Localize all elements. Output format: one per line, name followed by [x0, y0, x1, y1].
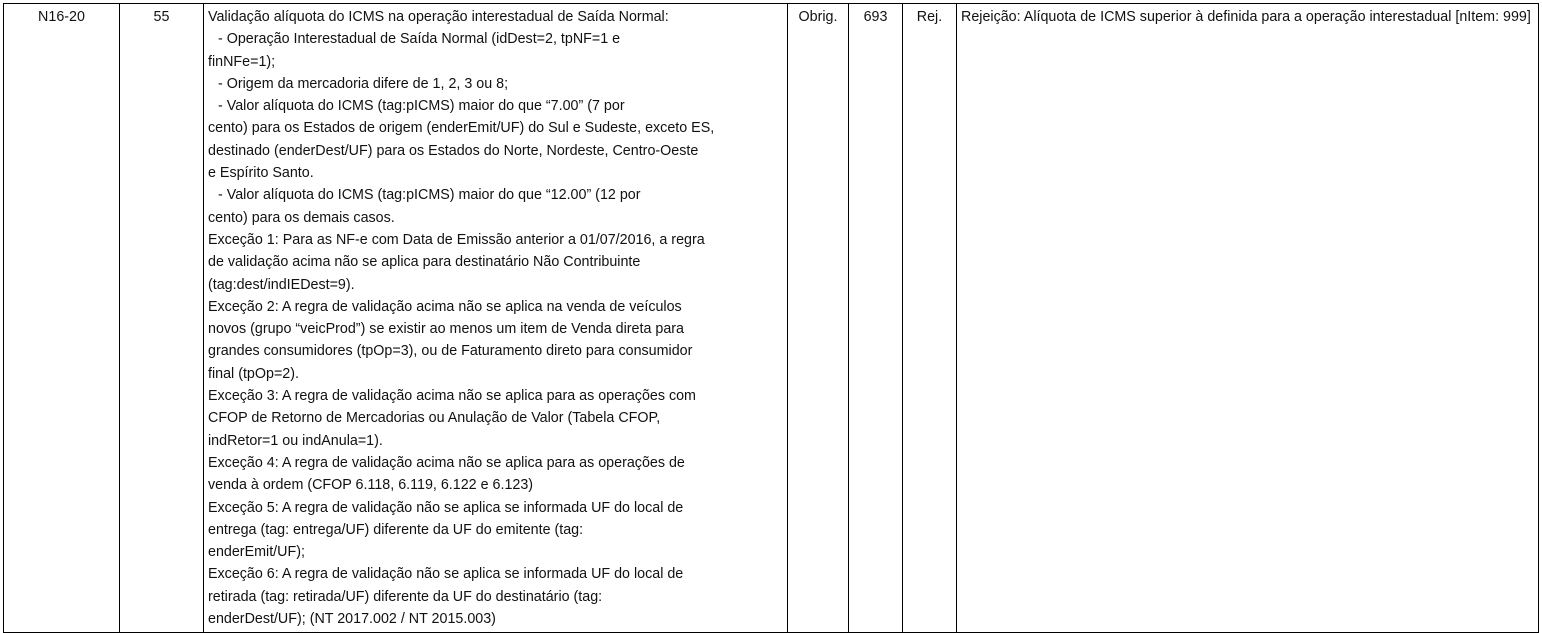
description-line: Exceção 1: Para as NF-e com Data de Emissão anterior a 01/07/2016, a regra — [208, 231, 705, 248]
rule-seq-cell — [120, 4, 204, 633]
description-line: de validação acima não se aplica para destinatário Não Contribuinte — [208, 254, 641, 271]
rule-message: Rejeição: Alíquota de ICMS superior à definida para a operação interestadual [nItem: 999] — [961, 9, 1531, 25]
description-line: Exceção 6: A regra de validação não se aplica se informada UF do local de — [208, 566, 684, 583]
description-line: cento) para os demais casos. — [208, 209, 395, 226]
description-line: venda à ordem (CFOP 6.118, 6.119, 6.122 e 6.123) — [208, 477, 534, 494]
description-line: finNFe=1); — [208, 53, 276, 70]
description-line: cento) para os Estados de origem (enderEmit/UF) do Sul e Sudeste, exceto ES, — [208, 120, 715, 137]
description-line: - Operação Interestadual de Saída Normal (idDest=2, tpNF=1 e — [218, 31, 621, 48]
description-line: Exceção 5: A regra de validação não se aplica se informada UF do local de — [208, 499, 684, 516]
description-line: grandes consumidores (tpOp=3), ou de Faturamento direto para consumidor — [208, 343, 693, 360]
description-line: final (tpOp=2). — [208, 365, 299, 382]
description-line: enderDest/UF); (NT 2017.002 / NT 2015.003) — [208, 611, 496, 628]
description-line: Validação alíquota do ICMS na operação interestadual de Saída Normal: — [208, 9, 669, 25]
description-line: - Origem da mercadoria difere de 1, 2, 3 ou 8; — [218, 75, 509, 92]
description-line: Exceção 3: A regra de validação acima não se aplica para as operações com — [208, 388, 696, 405]
rule-code-cell — [849, 4, 903, 633]
rule-message-cell — [957, 4, 1539, 633]
table-row — [4, 4, 1539, 633]
rule-code: 693 — [863, 9, 888, 25]
rule-description — [208, 6, 783, 630]
description-line: - Valor alíquota do ICMS (tag:pICMS) maior do que “12.00” (12 por — [218, 187, 641, 204]
rule-id-cell — [4, 4, 120, 633]
description-line: indRetor=1 ou indAnula=1). — [208, 432, 383, 449]
rule-type-cell — [788, 4, 849, 633]
description-line: enderEmit/UF); — [208, 544, 305, 561]
rule-type: Obrig. — [798, 9, 838, 25]
rule-effect: Rej. — [916, 9, 943, 25]
validation-rules-table — [3, 3, 1539, 633]
description-line: (tag:dest/indIEDest=9). — [208, 276, 355, 293]
description-line: entrega (tag: entrega/UF) diferente da UF do emitente (tag: — [208, 521, 584, 538]
description-line: Exceção 4: A regra de validação acima não se aplica para as operações de — [208, 454, 685, 471]
rule-seq: 55 — [153, 9, 170, 25]
description-line: e Espírito Santo. — [208, 165, 314, 182]
description-line: retirada (tag: retirada/UF) diferente da UF do destinatário (tag: — [208, 588, 603, 605]
rule-effect-cell — [903, 4, 957, 633]
description-line: Exceção 2: A regra de validação acima não se aplica na venda de veículos — [208, 298, 682, 315]
description-line: destinado (enderDest/UF) para os Estados do Norte, Nordeste, Centro-Oeste — [208, 142, 699, 159]
description-line: novos (grupo “veicProd”) se existir ao menos um item de Venda direta para — [208, 321, 684, 338]
description-line: - Valor alíquota do ICMS (tag:pICMS) maior do que “7.00” (7 por — [218, 98, 625, 115]
rule-id: N16-20 — [38, 9, 85, 25]
rule-description-cell — [204, 4, 788, 633]
description-line: CFOP de Retorno de Mercadorias ou Anulação de Valor (Tabela CFOP, — [208, 410, 661, 427]
